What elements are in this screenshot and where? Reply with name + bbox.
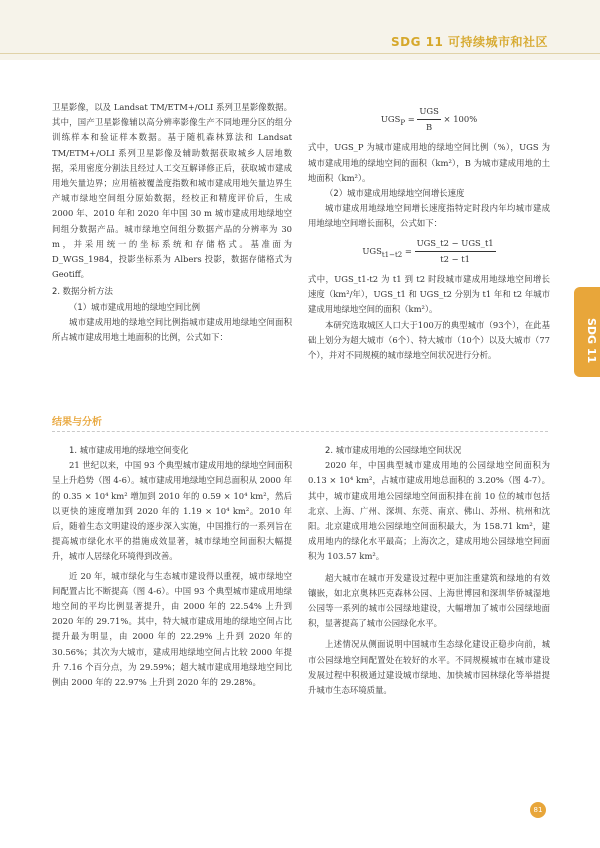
left-bottom-column	[52, 443, 292, 690]
side-tab-label: SDG 11	[585, 318, 598, 364]
paragraph: 式中，UGS_t1-t2 为 t1 到 t2 时段城市建成用地绿地空间增长速度（km²/年），UGS_t1 和 UGS_t2 分别为 t1 年和 t2 年城市建成用地绿地空间的面积（km²）。	[308, 274, 550, 315]
formula-growth: $UGS_{t1-t2}$ = $\frac{\text{UGS\_t2 − UGS\_t1}}{t2 - t1}$	[308, 236, 550, 267]
paragraph: 上述情况从侧面说明中国城市生态绿化建设正稳步向前，城市公园绿地空间配置处在较好的水平。不同规模城市在城市建设发展过程中积极通过建设城市绿地、加快城市园林绿化等举措提升城市生态环境质量。	[308, 639, 550, 696]
formula-denominator: B	[426, 122, 433, 133]
right-top-column	[308, 100, 550, 363]
page-number: 81	[530, 802, 546, 818]
paragraph: 卫星影像，以及 Landsat TM/ETM+/OLI 系列卫星影像数据。其中，国产卫星影像辅以高分辨率影像生产不同地理分区的组分训练样本和验证样本数据。基于随机森林算法和 Landsat TM/ETM+/OLI 系列卫星影像及辅助数据获取城乡人居地数据，采用密度分割法且经过人工交互解译修正后，获取城市建成用地矢量边界；应用植被覆盖度指数和城市建成用地矢量边界生产城市绿地空间组分原始数据，经校正和精度评价后，生成 2000 年、2010 年和 2020 年中国 30 m 城市建成用地绿地空间组分数据产品。城市绿地空间组分数据产品的分辨率为 30 m，并采用统一的坐标系统和存储格式。基准面为 D_WGS_1984，投影坐标系为 Albers 投影，数据存储格式为 Geotiff。	[52, 102, 292, 280]
right-bottom-column	[308, 443, 550, 698]
subheading-growth: （2）城市建成用地绿地空间增长速度	[325, 188, 465, 199]
paragraph: 本研究选取城区人口大于100万的典型城市（93个），在此基础上划分为超大城市（6个）、特大城市（10个）以及大城市（77个），并对不同规模的城市绿地空间状况进行分析。	[308, 319, 550, 361]
formula-fraction	[415, 236, 496, 267]
subheading-method: 2. 数据分析方法	[52, 286, 113, 297]
formula-lhs: UGS	[362, 245, 382, 256]
subheading-ratio: （1）城市建成用地的绿地空间比例	[69, 301, 200, 312]
formula-tail: × 100%	[443, 114, 478, 125]
paragraph: 近 20 年，城市绿化与生态城市建设得以重视，城市绿地空间配置占比不断提高（图 4-6）。中国 93 个典型城市建成用地绿地空间的平均比例显著提升，由 2000 年的 22.54% 上升到 2020 年的 29.71%。其中，特大城市建成用地的绿地空间占比提升最为明显，由 2000 年的 22.29% 上升到 2020 年的 30.56%；其次为大城市，建成用地绿地空间占比较 2000 年提升 7.16 个百分点，为 29.59%；超大城市建成用地绿地空间比例由 2000 年的 22.97% 上升到 2020 年的 29.28%。	[52, 570, 292, 688]
formula-numerator: UGS_t2 − UGS_t1	[415, 236, 496, 252]
paragraph: 城市建成用地的绿地空间比例指城市建成用地绿地空间面积所占城市建成用地土地面积的比例，公式如下：	[52, 316, 292, 343]
formula-fraction	[417, 104, 441, 135]
header-rule	[0, 53, 600, 54]
paragraph: 21 世纪以来，中国 93 个典型城市建成用地的绿地空间面积呈上升趋势（图 4-6）。城市建成用地绿地空间总面积从 2000 年的 0.35 × 10⁴ km² 增加到 2010 年的 0.59 × 10⁴ km²，然后以更快的速度增加到 2020 年的 1.19 × 10⁴ km²。2010 年后，随着生态文明建设的逐步深入实施，中国推行的一系列旨在提高城市绿化水平的措施成效显著，城市绿地空间面积大幅提升，城市人居绿化环境得到改善。	[52, 460, 292, 562]
header-band	[0, 0, 600, 60]
formula-ugsp: $UGS_P$ = $\frac{\text{UGS}}{B}$ × 100%	[308, 104, 550, 135]
section-title: 结果与分析	[52, 417, 102, 428]
paragraph: 式中，UGS_P 为城市建成用地的绿地空间比例（%），UGS 为城市建成用地的绿地空间的面积（km²），B 为城市建成用地的土地面积（km²）。	[308, 142, 550, 183]
formula-numerator: UGS	[417, 104, 441, 120]
heading-green-space-change: 1. 城市建成用地的绿地空间变化	[69, 445, 189, 455]
header-title: SDG 11 可持续城市和社区	[390, 35, 548, 49]
paragraph: 2020 年，中国典型城市建成用地的公园绿地空间面积为 0.13 × 10⁴ km²，占城市建成用地总面积的 3.20%（图 4-7）。其中，城市建成用地公园绿地空间面积排在前 10 位的城市包括北京、上海、广州、深圳、东莞、南京、佛山、苏州、杭州和沈阳。北京建成用地公园绿地空间面积最大，为 158.71 km²，建成用地内的绿化水平最高；上海次之，建成用地公园绿地空间面积为 103.57 km²。	[308, 460, 550, 562]
left-top-column	[52, 100, 292, 345]
formula-lhs: UGS	[380, 114, 401, 125]
heading-park-green-space: 2. 城市建成用地的公园绿地空间状况	[325, 445, 462, 455]
formula-denominator: t2 − t1	[440, 253, 470, 264]
paragraph: 超大城市在城市开发建设过程中更加注重建筑和绿地的有效镶嵌，如北京奥林匹克森林公园、上海世博园和深圳华侨城湿地公园等一系列的城市公园绿地建设，大幅增加了城市公园绿地面积，显著提高了城市公园绿化水平。	[308, 572, 550, 629]
section-divider	[52, 431, 548, 432]
paragraph: 城市建成用地绿地空间增长速度指特定时段内年均城市建成用地绿地空间增长面积，公式如下：	[308, 203, 550, 229]
